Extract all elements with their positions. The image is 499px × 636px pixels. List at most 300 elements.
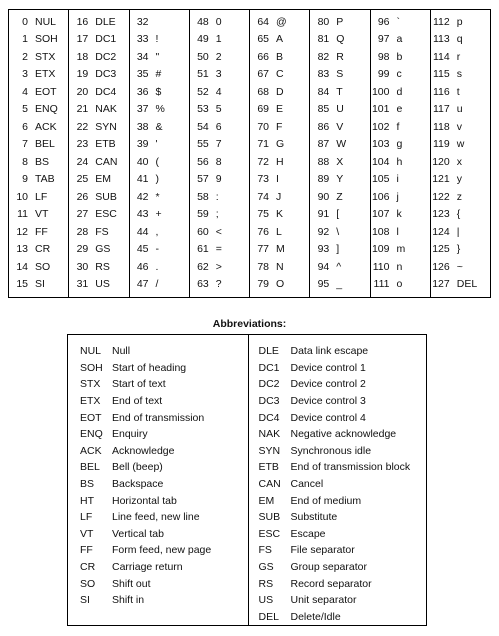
ascii-column	[9, 10, 69, 297]
ascii-cell	[190, 48, 249, 66]
ascii-code: 100	[371, 85, 390, 98]
ascii-character: :	[215, 190, 219, 203]
ascii-character: ETB	[95, 138, 116, 151]
ascii-code: 13	[16, 243, 28, 256]
ascii-cell	[190, 258, 249, 276]
ascii-character: q	[456, 33, 463, 46]
ascii-character: k	[396, 208, 402, 221]
ascii-code: 23	[76, 138, 89, 151]
ascii-character: BEL	[35, 138, 55, 151]
ascii-character: r	[456, 50, 461, 63]
ascii-cell	[371, 171, 430, 189]
ascii-character: '	[155, 138, 158, 151]
abbreviation-code: EM	[258, 494, 275, 507]
ascii-code: 117	[433, 103, 450, 116]
abbreviation-description: Line feed, new line	[112, 511, 200, 524]
ascii-character: U	[336, 103, 344, 116]
abbreviation-code: SUB	[258, 511, 281, 524]
ascii-code: 46	[136, 260, 149, 273]
ascii-code: 11	[17, 208, 28, 221]
ascii-column	[431, 10, 490, 297]
ascii-character: }	[456, 243, 461, 256]
ascii-code: 18	[76, 50, 89, 63]
ascii-code: 80	[317, 15, 330, 28]
abbreviation-code: DC1	[258, 361, 280, 374]
ascii-cell	[431, 276, 490, 294]
abbreviation-description: Null	[112, 345, 131, 358]
ascii-cell	[431, 136, 490, 154]
ascii-code: 111	[373, 278, 390, 291]
ascii-cell	[130, 136, 189, 154]
abbreviation-description: Form feed, new page	[112, 544, 212, 557]
abbreviation-code: DC3	[258, 395, 280, 408]
ascii-cell	[69, 101, 128, 119]
abbreviation-description: End of text	[112, 395, 163, 408]
abbreviation-code: ENQ	[80, 428, 103, 441]
ascii-code: 78	[257, 260, 269, 273]
ascii-code: 49	[197, 33, 209, 46]
ascii-code: 45	[136, 243, 149, 256]
ascii-cell	[431, 83, 490, 101]
abbreviation-description: Data link escape	[290, 345, 369, 358]
ascii-character: x	[456, 155, 462, 168]
abbreviation-code: ESC	[258, 527, 281, 540]
abbreviation-code: STX	[80, 378, 101, 391]
abbreviation-row	[259, 393, 427, 410]
ascii-code: 99	[377, 68, 390, 81]
ascii-code: 51	[197, 68, 209, 81]
ascii-character: ,	[155, 225, 159, 238]
ascii-character: N	[276, 260, 284, 273]
ascii-cell	[190, 276, 249, 294]
abbreviation-row	[80, 459, 248, 476]
ascii-cell	[190, 153, 249, 171]
ascii-code: 65	[257, 33, 269, 46]
ascii-character: W	[336, 138, 347, 151]
ascii-code: 50	[197, 50, 209, 63]
abbreviation-description: Start of text	[112, 378, 166, 391]
ascii-character: 4	[215, 85, 222, 98]
ascii-cell	[69, 83, 128, 101]
ascii-character: DC4	[95, 85, 117, 98]
ascii-code: 114	[433, 50, 450, 63]
ascii-cell	[371, 153, 430, 171]
abbreviation-description: Vertical tab	[112, 527, 164, 540]
abbreviation-code: SOH	[80, 361, 103, 374]
ascii-code: 125	[432, 243, 450, 256]
ascii-code: 58	[197, 190, 209, 203]
ascii-code: 14	[16, 260, 28, 273]
ascii-code: 52	[197, 85, 209, 98]
ascii-code: 59	[197, 208, 209, 221]
abbreviation-description: Device control 2	[290, 378, 366, 391]
ascii-character: @	[276, 15, 287, 28]
ascii-character: I	[276, 173, 279, 186]
ascii-code: 107	[371, 208, 390, 221]
ascii-cell	[9, 13, 68, 31]
ascii-character: TAB	[35, 173, 55, 186]
ascii-character: EM	[95, 173, 111, 186]
ascii-cell	[371, 276, 430, 294]
ascii-code: 88	[317, 155, 330, 168]
ascii-code: 31	[76, 278, 89, 291]
ascii-cell	[431, 48, 490, 66]
ascii-code: 38	[136, 120, 149, 133]
ascii-character: EOT	[35, 85, 57, 98]
abbreviation-row	[259, 559, 427, 576]
ascii-character: B	[276, 50, 284, 63]
ascii-column	[190, 10, 250, 297]
ascii-cell	[250, 276, 309, 294]
ascii-code: 37	[136, 103, 149, 116]
abbreviation-description: Cancel	[290, 478, 324, 491]
ascii-character: M	[276, 243, 285, 256]
abbreviation-description: Bell (beep)	[112, 461, 163, 474]
ascii-code: 66	[257, 50, 269, 63]
abbreviation-description: End of transmission	[112, 411, 205, 424]
ascii-code: 10	[16, 190, 28, 203]
ascii-cell	[310, 83, 369, 101]
ascii-character: SOH	[35, 33, 58, 46]
ascii-cell	[310, 188, 369, 206]
ascii-character: h	[396, 155, 403, 168]
ascii-character: SUB	[95, 190, 117, 203]
ascii-column	[130, 10, 190, 297]
ascii-cell	[431, 258, 490, 276]
ascii-cell	[431, 13, 490, 31]
abbreviation-description: Delete/Idle	[290, 610, 341, 623]
abbreviation-code: US	[258, 594, 274, 607]
abbreviation-description: Acknowledge	[112, 444, 175, 457]
ascii-cell	[130, 276, 189, 294]
ascii-cell	[431, 241, 490, 259]
ascii-code: 28	[76, 225, 89, 238]
ascii-column	[250, 10, 310, 297]
ascii-cell	[310, 153, 369, 171]
ascii-character: s	[456, 68, 462, 81]
ascii-code: 29	[76, 243, 89, 256]
ascii-column	[310, 10, 370, 297]
ascii-character: ~	[456, 260, 463, 273]
ascii-character: FS	[95, 225, 109, 238]
abbreviation-description: Horizontal tab	[112, 494, 177, 507]
ascii-code: 41	[136, 173, 149, 186]
ascii-character: RS	[95, 260, 110, 273]
ascii-code: 3	[22, 68, 28, 81]
ascii-cell	[310, 223, 369, 241]
ascii-code: 121	[432, 173, 450, 186]
ascii-code: 83	[317, 68, 330, 81]
ascii-character: =	[215, 243, 222, 256]
ascii-cell	[250, 241, 309, 259]
ascii-cell	[250, 66, 309, 84]
ascii-cell	[190, 223, 249, 241]
ascii-cell	[190, 171, 249, 189]
ascii-character: >	[215, 260, 222, 273]
ascii-code: 90	[317, 190, 330, 203]
ascii-column	[69, 10, 129, 297]
abbreviation-row	[259, 492, 427, 509]
ascii-character: X	[336, 155, 344, 168]
ascii-cell	[9, 48, 68, 66]
ascii-cell	[310, 31, 369, 49]
ascii-cell	[431, 118, 490, 136]
ascii-cell	[431, 206, 490, 224]
ascii-cell	[431, 223, 490, 241]
ascii-character: <	[215, 225, 222, 238]
ascii-cell	[250, 206, 309, 224]
ascii-code: 73	[257, 173, 269, 186]
ascii-cell	[250, 136, 309, 154]
ascii-code: 124	[432, 225, 450, 238]
ascii-code: 109	[371, 243, 390, 256]
abbreviation-code: FS	[258, 544, 272, 557]
abbreviation-row	[80, 542, 248, 559]
ascii-cell	[69, 66, 128, 84]
abbreviation-description: Enquiry	[112, 428, 148, 441]
ascii-character: (	[155, 155, 159, 168]
ascii-code: 24	[76, 155, 89, 168]
ascii-code: 85	[317, 103, 330, 116]
ascii-character: v	[456, 120, 462, 133]
ascii-code: 70	[257, 120, 269, 133]
abbreviation-code: LF	[80, 511, 93, 524]
ascii-cell	[130, 171, 189, 189]
abbreviation-code: DC2	[258, 378, 280, 391]
ascii-character: SYN	[95, 120, 117, 133]
ascii-cell	[130, 223, 189, 241]
ascii-cell	[190, 136, 249, 154]
ascii-code: 91	[317, 208, 330, 221]
ascii-code: 55	[197, 138, 209, 151]
ascii-character: g	[396, 138, 403, 151]
ascii-character: ;	[215, 208, 219, 221]
ascii-code: 115	[433, 68, 450, 81]
ascii-code: 76	[257, 225, 269, 238]
ascii-cell	[130, 48, 189, 66]
abbreviation-code: VT	[80, 527, 94, 540]
abbreviation-description: Device control 3	[290, 395, 366, 408]
ascii-cell	[69, 13, 128, 31]
ascii-cell	[69, 276, 128, 294]
ascii-code: 103	[371, 138, 390, 151]
ascii-cell	[190, 118, 249, 136]
ascii-character: "	[155, 50, 160, 63]
ascii-cell	[130, 241, 189, 259]
abbreviation-code: GS	[258, 561, 274, 574]
ascii-cell	[371, 118, 430, 136]
ascii-code: 97	[377, 33, 390, 46]
ascii-code: 63	[197, 278, 209, 291]
ascii-code: 19	[76, 68, 89, 81]
ascii-cell	[371, 223, 430, 241]
ascii-character: G	[276, 138, 285, 151]
ascii-character: w	[456, 138, 465, 151]
ascii-code: 102	[371, 120, 390, 133]
abbreviation-row	[80, 526, 248, 543]
ascii-cell	[9, 276, 68, 294]
ascii-character: ACK	[35, 120, 57, 133]
ascii-cell	[310, 13, 369, 31]
ascii-code: 122	[432, 190, 450, 203]
abbreviation-row	[80, 343, 248, 360]
ascii-code: 89	[317, 173, 330, 186]
ascii-code: 39	[136, 138, 149, 151]
ascii-code: 43	[136, 208, 149, 221]
ascii-code: 95	[317, 278, 330, 291]
abbreviation-description: Carriage return	[112, 561, 183, 574]
ascii-cell	[250, 118, 309, 136]
ascii-code: 48	[197, 15, 209, 28]
ascii-character: 5	[215, 103, 222, 116]
ascii-cell	[310, 258, 369, 276]
ascii-code: 33	[136, 33, 149, 46]
ascii-code: 98	[377, 50, 390, 63]
ascii-cell	[371, 13, 430, 31]
ascii-code: 4	[22, 85, 28, 98]
ascii-code: 12	[16, 225, 28, 238]
ascii-character: -	[155, 243, 159, 256]
ascii-code: 110	[372, 260, 390, 273]
ascii-character: E	[276, 103, 284, 116]
ascii-character: Y	[336, 173, 344, 186]
ascii-cell	[371, 101, 430, 119]
ascii-cell	[130, 66, 189, 84]
ascii-cell	[190, 83, 249, 101]
abbreviation-row	[259, 509, 427, 526]
abbreviation-row	[259, 526, 427, 543]
ascii-cell	[310, 48, 369, 66]
ascii-character: )	[155, 173, 159, 186]
ascii-code: 75	[257, 208, 269, 221]
abbreviation-row	[80, 509, 248, 526]
ascii-cell	[190, 241, 249, 259]
ascii-code: 34	[136, 50, 149, 63]
ascii-code: 54	[197, 120, 209, 133]
ascii-character: D	[276, 85, 284, 98]
ascii-character: 0	[215, 15, 222, 28]
ascii-code: 22	[76, 120, 89, 133]
ascii-character: SI	[35, 278, 45, 291]
ascii-cell	[310, 136, 369, 154]
ascii-character: 6	[215, 120, 222, 133]
abbreviation-code: HT	[80, 494, 94, 507]
ascii-code: 92	[317, 225, 330, 238]
ascii-code: 123	[432, 208, 450, 221]
ascii-character: f	[396, 120, 400, 133]
ascii-cell	[250, 31, 309, 49]
ascii-cell	[431, 171, 490, 189]
ascii-code: 20	[76, 85, 89, 98]
ascii-cell	[9, 118, 68, 136]
ascii-cell	[250, 83, 309, 101]
ascii-character: +	[155, 208, 162, 221]
ascii-code: 79	[257, 278, 269, 291]
ascii-cell	[9, 258, 68, 276]
ascii-character: l	[396, 225, 399, 238]
ascii-character: F	[276, 120, 283, 133]
ascii-code: 101	[371, 103, 390, 116]
ascii-cell	[190, 206, 249, 224]
ascii-character: y	[456, 173, 462, 186]
abbreviation-code: FF	[80, 544, 93, 557]
ascii-cell	[9, 171, 68, 189]
ascii-character: ^	[336, 260, 342, 273]
abbreviation-code: NUL	[80, 345, 102, 358]
ascii-code: 105	[371, 173, 390, 186]
abbreviation-code: BEL	[80, 461, 100, 474]
ascii-character: T	[336, 85, 343, 98]
ascii-character: DC1	[95, 33, 117, 46]
ascii-code: 64	[257, 15, 269, 28]
ascii-cell	[69, 136, 128, 154]
ascii-code: 27	[76, 208, 89, 221]
ascii-code: 119	[433, 138, 450, 151]
ascii-character: {	[456, 208, 461, 221]
ascii-cell	[9, 31, 68, 49]
ascii-character: ENQ	[35, 103, 58, 116]
ascii-character: VT	[35, 208, 49, 221]
ascii-code: 53	[197, 103, 209, 116]
ascii-code: 30	[76, 260, 89, 273]
ascii-cell	[130, 188, 189, 206]
ascii-code: 106	[371, 190, 390, 203]
ascii-code: 112	[433, 15, 450, 28]
ascii-character: DC2	[95, 50, 117, 63]
ascii-code: 16	[76, 15, 89, 28]
ascii-code: 82	[317, 50, 330, 63]
ascii-cell	[371, 136, 430, 154]
ascii-code: 25	[76, 173, 89, 186]
abbreviations-left-column	[68, 335, 248, 625]
ascii-table	[8, 9, 491, 298]
ascii-code: 8	[22, 155, 28, 168]
ascii-cell	[431, 66, 490, 84]
ascii-character: t	[456, 85, 460, 98]
ascii-character: *	[155, 190, 160, 203]
ascii-cell	[250, 153, 309, 171]
ascii-cell	[69, 31, 128, 49]
ascii-code: 0	[22, 15, 28, 28]
ascii-cell	[310, 118, 369, 136]
ascii-cell	[9, 188, 68, 206]
ascii-code: 61	[197, 243, 209, 256]
ascii-character: $	[155, 85, 162, 98]
abbreviation-code: ETB	[258, 461, 279, 474]
abbreviation-description: Substitute	[290, 511, 338, 524]
ascii-code: 42	[136, 190, 149, 203]
abbreviation-description: Shift in	[112, 594, 145, 607]
ascii-character: [	[336, 208, 340, 221]
ascii-cell	[130, 206, 189, 224]
ascii-code: 96	[377, 15, 390, 28]
ascii-character: ETX	[35, 68, 56, 81]
abbreviation-row	[259, 409, 427, 426]
ascii-code: 6	[22, 120, 28, 133]
ascii-cell	[310, 241, 369, 259]
ascii-code: 94	[317, 260, 330, 273]
ascii-cell	[130, 83, 189, 101]
ascii-cell	[130, 13, 189, 31]
abbreviation-row	[80, 360, 248, 377]
ascii-cell	[431, 153, 490, 171]
ascii-code: 120	[432, 155, 450, 168]
abbreviation-row	[80, 409, 248, 426]
ascii-character: NAK	[95, 103, 117, 116]
abbreviation-row	[80, 426, 248, 443]
ascii-cell	[371, 83, 430, 101]
ascii-cell	[371, 206, 430, 224]
